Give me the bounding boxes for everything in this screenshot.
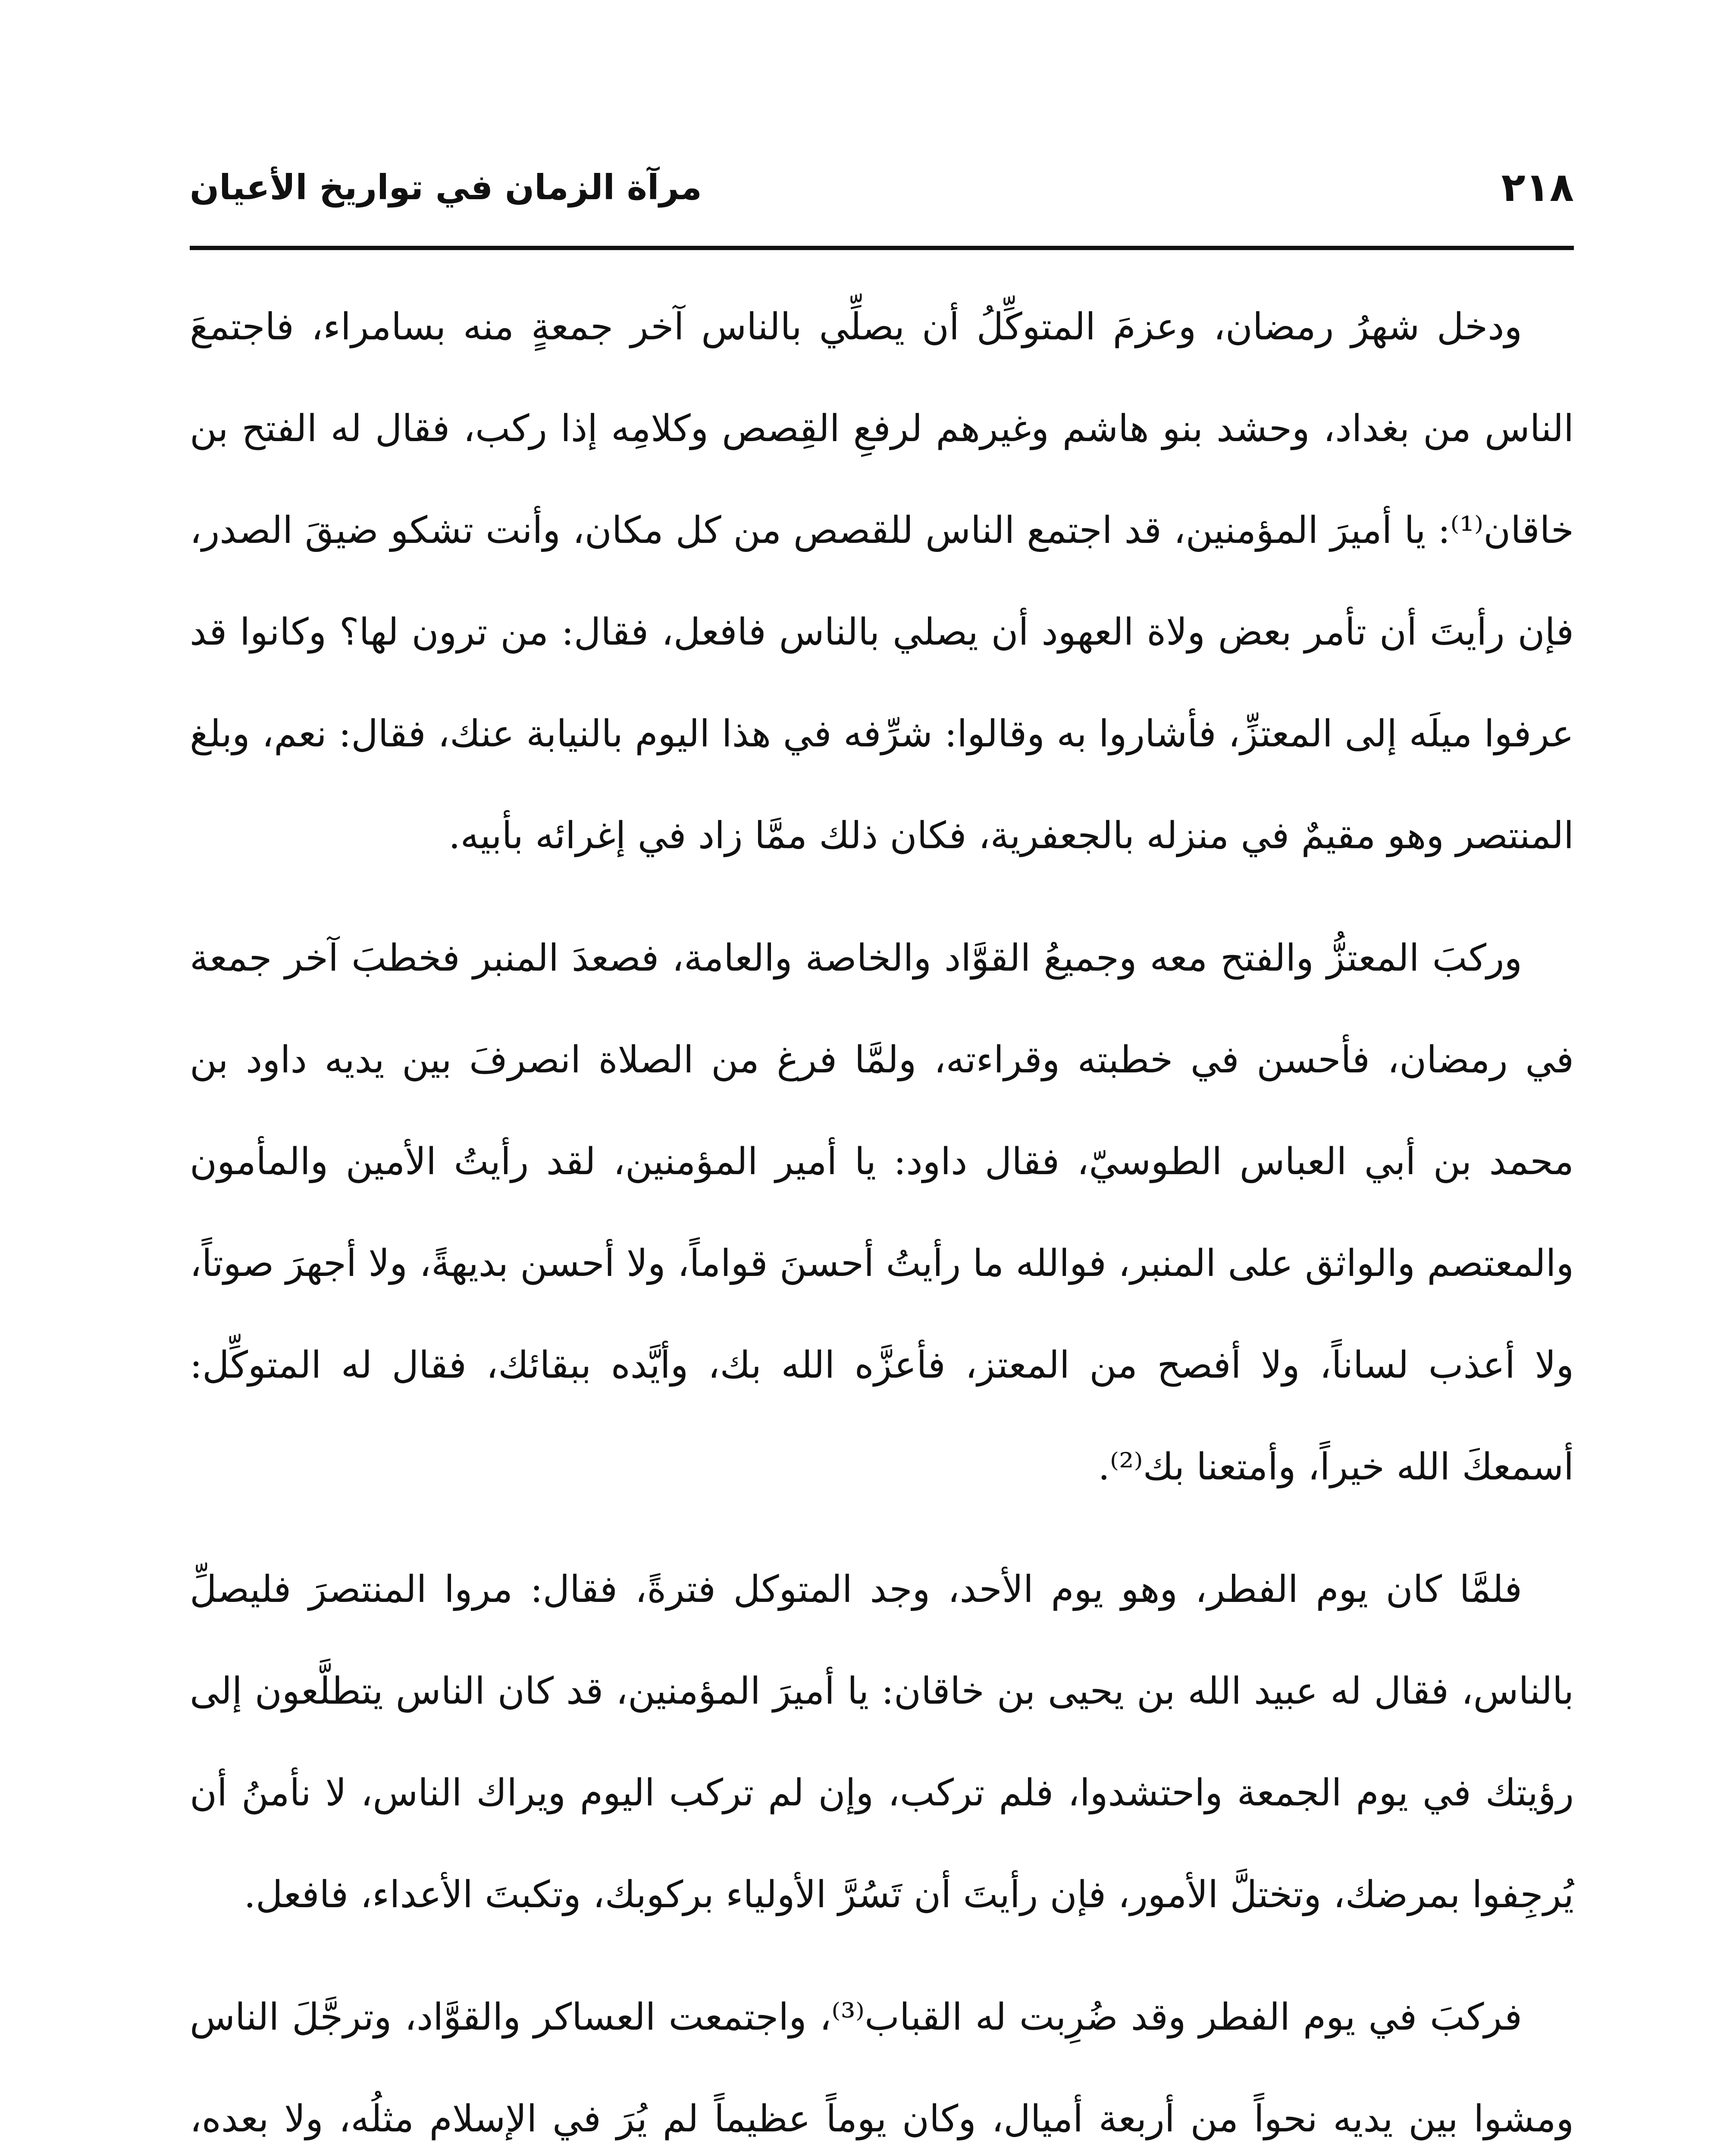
main-text bbox=[190, 276, 1574, 2156]
paragraph: فركبَ في يوم الفطر وقد ضُرِبت له القباب⁽³⁾، واجتمعت العساكر والقوَّاد، وترجَّلَ الناس ومشوا بين يديه نحواً من أربعة أميال، وكان يوماً عظيماً لم يُرَ في الإسلام مثلُه، ولا بعده، bbox=[190, 1996, 1574, 2140]
page-number: ٢١٨ bbox=[1501, 164, 1574, 210]
paragraph: فلمَّا كان يوم الفطر، وهو يوم الأحد، وجد المتوكل فترةً، فقال: مروا المنتصرَ فليصلِّ بالناس، فقال له عبيد الله بن يحيى بن خاقان: يا أميرَ المؤمنين، قد كان الناس يتطلَّعون إلى رؤيتك في يوم الجمعة واحتشدوا، فلم تركب، وإن لم تركب اليوم ويراك الناس، لا نأمنُ أن يُرجِفوا بمرضك، وتختلَّ الأمور، فإن رأيتَ أن تَسُرَّ الأولياء بركوبك، وتكبتَ الأعداء، فافعل. bbox=[190, 1568, 1574, 1916]
header-rule bbox=[190, 246, 1574, 250]
paragraph: وركبَ المعتزُّ والفتح معه وجميعُ القوَّاد والخاصة والعامة، فصعدَ المنبر فخطبَ آخر جمعة في رمضان، فأحسن في خطبته وقراءته، ولمَّا فرغ من الصلاة انصرفَ بين يديه داود بن محمد بن أبي العباس الطوسيّ، فقال داود: يا أمير المؤمنين، لقد رأيتُ الأمين والمأمون والمعتصم والواثق على المنبر، فوالله ما رأيتُ أحسنَ قواماً، ولا أحسن بديهةً، ولا أجهرَ صوتاً، ولا أعذب لساناً، ولا أفصح من المعتز، فأعزَّه الله بك، وأيَّده ببقائك، فقال له المتوكِّل: أسمعكَ الله خيراً، وأمتعنا بك⁽²⁾. bbox=[190, 937, 1574, 1489]
paragraph: ودخل شهرُ رمضان، وعزمَ المتوكِّلُ أن يصلِّي بالناس آخر جمعةٍ منه بسامراء، فاجتمعَ الناس من بغداد، وحشد بنو هاشم وغيرهم لرفعِ القِصص وكلامِه إذا ركب، فقال له الفتح بن خاقان⁽¹⁾: يا أميرَ المؤمنين، قد اجتمع الناس للقصص من كل مكان، وأنت تشكو ضيقَ الصدر، فإن رأيتَ أن تأمر بعض ولاة العهود أن يصلي بالناس فافعل، فقال: من ترون لها؟ وكانوا قد عرفوا ميلَه إلى المعتزِّ، فأشاروا به وقالوا: شرِّفه في هذا اليوم بالنيابة عنك، فقال: نعم، وبلغ المنتصر وهو مقيمٌ في منزله بالجعفرية، فكان ذلك ممَّا زاد في إغرائه بأبيه. bbox=[190, 305, 1574, 857]
page-header bbox=[190, 147, 1574, 229]
running-title: مرآة الزمان في تواريخ الأعيان bbox=[190, 167, 702, 207]
